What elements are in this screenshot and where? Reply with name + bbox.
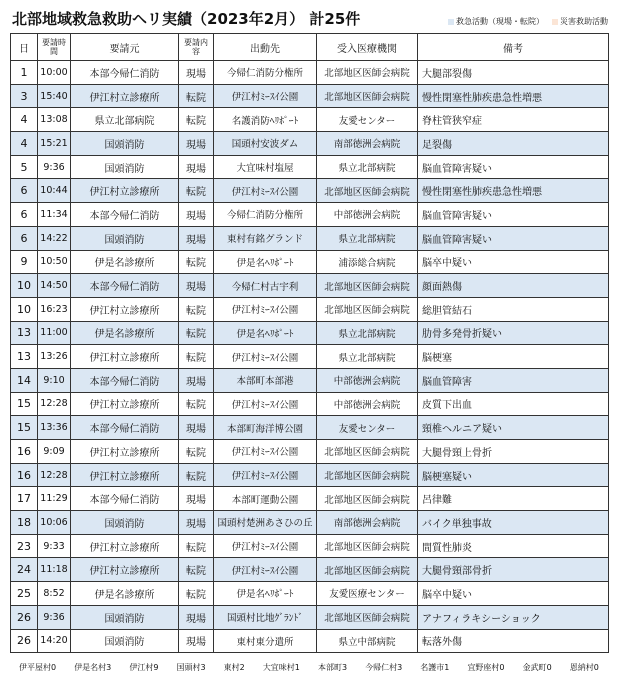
cell-requester: 伊江村立診療所 <box>71 558 179 582</box>
header-day: 日 <box>11 34 38 61</box>
table-row <box>11 558 609 582</box>
cell-hospital: 友愛センター <box>317 416 418 440</box>
cell-day: 6 <box>11 179 38 203</box>
cell-time: 11:29 <box>38 487 71 511</box>
table-row <box>11 605 609 629</box>
cell-requester: 伊是名診療所 <box>71 321 179 345</box>
cell-destination: 国頭村比地ｸﾞﾗﾝﾄﾞ <box>214 605 317 629</box>
cell-remarks: 脳卒中疑い <box>418 250 609 274</box>
cell-destination: 東村東分遣所 <box>214 629 317 653</box>
cell-destination: 伊江村ﾐｰｽｲ公園 <box>214 463 317 487</box>
cell-destination: 国頭村楚洲あさひの丘 <box>214 511 317 535</box>
cell-type: 転院 <box>179 297 214 321</box>
cell-destination: 今帰仁消防分権所 <box>214 203 317 227</box>
cell-type: 現場 <box>179 605 214 629</box>
cell-day: 25 <box>11 582 38 606</box>
table-row <box>11 61 609 85</box>
cell-day: 26 <box>11 629 38 653</box>
table-row <box>11 511 609 535</box>
cell-requester: 伊江村立診療所 <box>71 392 179 416</box>
cell-requester: 本部今帰仁消防 <box>71 203 179 227</box>
cell-time: 16:23 <box>38 297 71 321</box>
cell-time: 15:21 <box>38 132 71 156</box>
cell-requester: 伊江村立診療所 <box>71 84 179 108</box>
cell-time: 14:20 <box>38 629 71 653</box>
cell-destination: 伊江村ﾐｰｽｲ公園 <box>214 440 317 464</box>
cell-destination: 伊是名ﾍﾘﾎﾟｰﾄ <box>214 250 317 274</box>
cell-day: 24 <box>11 558 38 582</box>
header-requester: 要請元 <box>71 34 179 61</box>
records-table <box>10 33 609 653</box>
cell-destination: 伊江村ﾐｰｽｲ公園 <box>214 392 317 416</box>
cell-hospital: 北部地区医師会病院 <box>317 84 418 108</box>
cell-time: 12:28 <box>38 463 71 487</box>
cell-destination: 伊江村ﾐｰｽｲ公園 <box>214 297 317 321</box>
cell-type: 転院 <box>179 582 214 606</box>
cell-time: 9:36 <box>38 155 71 179</box>
cell-type: 現場 <box>179 61 214 85</box>
cell-destination: 国頭村安波ダム <box>214 132 317 156</box>
cell-time: 9:10 <box>38 368 71 392</box>
cell-day: 6 <box>11 226 38 250</box>
cell-type: 現場 <box>179 629 214 653</box>
cell-remarks: 総胆管結石 <box>418 297 609 321</box>
cell-remarks: 転落外傷 <box>418 629 609 653</box>
cell-type: 転院 <box>179 250 214 274</box>
cell-hospital: 中部徳洲会病院 <box>317 368 418 392</box>
title-row <box>10 6 608 30</box>
cell-remarks: 顔面熱傷 <box>418 274 609 298</box>
cell-requester: 本部今帰仁消防 <box>71 487 179 511</box>
cell-hospital: 友愛医療センター <box>317 582 418 606</box>
cell-requester: 伊江村立診療所 <box>71 345 179 369</box>
table-row <box>11 582 609 606</box>
cell-day: 14 <box>11 368 38 392</box>
cell-requester: 本部今帰仁消防 <box>71 274 179 298</box>
cell-remarks: 慢性閉塞性肺疾患急性増悪 <box>418 84 609 108</box>
cell-time: 10:06 <box>38 511 71 535</box>
cell-type: 転院 <box>179 321 214 345</box>
cell-remarks: 頸椎ヘルニア疑い <box>418 416 609 440</box>
cell-destination: 伊是名ﾍﾘﾎﾟｰﾄ <box>214 582 317 606</box>
cell-remarks: 大腿骨頸部骨折 <box>418 558 609 582</box>
municipality-counts <box>10 662 608 673</box>
cell-hospital: 中部徳洲会病院 <box>317 203 418 227</box>
cell-requester: 国頭消防 <box>71 511 179 535</box>
cell-time: 10:44 <box>38 179 71 203</box>
cell-day: 10 <box>11 297 38 321</box>
cell-remarks: 肋骨多発骨折疑い <box>418 321 609 345</box>
cell-day: 5 <box>11 155 38 179</box>
table-row <box>11 84 609 108</box>
cell-remarks: 脳血管障害疑い <box>418 203 609 227</box>
cell-time: 13:26 <box>38 345 71 369</box>
cell-remarks: 脳血管障害疑い <box>418 226 609 250</box>
cell-time: 13:08 <box>38 108 71 132</box>
cell-destination: 名護消防ﾍﾘﾎﾟｰﾄ <box>214 108 317 132</box>
table-row <box>11 297 609 321</box>
cell-destination: 東村有銘グランド <box>214 226 317 250</box>
table-row <box>11 155 609 179</box>
cell-hospital: 北部地区医師会病院 <box>317 274 418 298</box>
cell-requester: 伊江村立診療所 <box>71 534 179 558</box>
cell-destination: 本部町海洋博公園 <box>214 416 317 440</box>
table-row <box>11 321 609 345</box>
cell-requester: 国頭消防 <box>71 226 179 250</box>
cell-hospital: 北部地区医師会病院 <box>317 297 418 321</box>
legend-label-rescue: 救急活動（現場・転院） <box>456 17 544 26</box>
municipality-count: 今帰仁村3 <box>365 663 403 672</box>
municipality-count: 東村2 <box>223 663 245 672</box>
cell-remarks: 間質性肺炎 <box>418 534 609 558</box>
cell-day: 23 <box>11 534 38 558</box>
cell-requester: 国頭消防 <box>71 155 179 179</box>
cell-requester: 国頭消防 <box>71 629 179 653</box>
table-row <box>11 629 609 653</box>
cell-remarks: 大腿部裂傷 <box>418 61 609 85</box>
cell-remarks: 脳梗塞 <box>418 345 609 369</box>
cell-type: 現場 <box>179 203 214 227</box>
cell-requester: 伊江村立診療所 <box>71 297 179 321</box>
cell-remarks: アナフィラキシーショック <box>418 605 609 629</box>
cell-hospital: 友愛センター <box>317 108 418 132</box>
table-row <box>11 440 609 464</box>
table-row <box>11 203 609 227</box>
cell-requester: 伊江村立診療所 <box>71 440 179 464</box>
cell-hospital: 県立北部病院 <box>317 155 418 179</box>
cell-destination: 伊江村ﾐｰｽｲ公園 <box>214 84 317 108</box>
cell-remarks: 慢性閉塞性肺疾患急性増悪 <box>418 179 609 203</box>
cell-type: 転院 <box>179 463 214 487</box>
municipality-count: 本部町3 <box>317 663 348 672</box>
legend <box>448 16 608 27</box>
cell-day: 1 <box>11 61 38 85</box>
cell-time: 14:50 <box>38 274 71 298</box>
cell-day: 4 <box>11 132 38 156</box>
cell-hospital: 北部地区医師会病院 <box>317 179 418 203</box>
cell-destination: 本部町運動公園 <box>214 487 317 511</box>
cell-type: 転院 <box>179 179 214 203</box>
cell-day: 13 <box>11 321 38 345</box>
cell-time: 11:18 <box>38 558 71 582</box>
cell-hospital: 北部地区医師会病院 <box>317 558 418 582</box>
table-row <box>11 132 609 156</box>
table-row <box>11 487 609 511</box>
table-row <box>11 534 609 558</box>
cell-time: 11:34 <box>38 203 71 227</box>
cell-day: 13 <box>11 345 38 369</box>
table-row <box>11 345 609 369</box>
cell-time: 9:36 <box>38 605 71 629</box>
cell-destination: 伊江村ﾐｰｽｲ公園 <box>214 179 317 203</box>
cell-hospital: 南部徳洲会病院 <box>317 132 418 156</box>
cell-time: 8:52 <box>38 582 71 606</box>
cell-type: 現場 <box>179 487 214 511</box>
table-row <box>11 416 609 440</box>
table-row <box>11 463 609 487</box>
cell-requester: 伊江村立診療所 <box>71 463 179 487</box>
municipality-count: 伊江村9 <box>129 663 159 672</box>
cell-destination: 伊是名ﾍﾘﾎﾟｰﾄ <box>214 321 317 345</box>
cell-remarks: 脳梗塞疑い <box>418 463 609 487</box>
cell-time: 12:28 <box>38 392 71 416</box>
cell-requester: 県立北部病院 <box>71 108 179 132</box>
cell-hospital: 中部徳洲会病院 <box>317 392 418 416</box>
cell-time: 13:36 <box>38 416 71 440</box>
cell-day: 3 <box>11 84 38 108</box>
cell-type: 転院 <box>179 108 214 132</box>
cell-destination: 今帰仁消防分権所 <box>214 61 317 85</box>
cell-hospital: 南部徳洲会病院 <box>317 511 418 535</box>
table-row <box>11 274 609 298</box>
cell-day: 26 <box>11 605 38 629</box>
cell-requester: 本部今帰仁消防 <box>71 61 179 85</box>
cell-day: 16 <box>11 463 38 487</box>
cell-hospital: 浦添総合病院 <box>317 250 418 274</box>
cell-day: 15 <box>11 416 38 440</box>
table-row <box>11 250 609 274</box>
cell-type: 転院 <box>179 558 214 582</box>
cell-type: 転院 <box>179 84 214 108</box>
cell-requester: 伊江村立診療所 <box>71 179 179 203</box>
legend-label-disaster: 災害救助活動 <box>560 17 608 26</box>
header-row <box>11 34 609 61</box>
cell-remarks: バイク単独事故 <box>418 511 609 535</box>
header-remarks: 備考 <box>418 34 609 61</box>
cell-hospital: 北部地区医師会病院 <box>317 487 418 511</box>
cell-time: 9:33 <box>38 534 71 558</box>
table-row <box>11 368 609 392</box>
cell-destination: 本部町本部港 <box>214 368 317 392</box>
municipality-count: 大宜味村1 <box>262 663 300 672</box>
page-title: 北部地域救急救助ヘリ実績（2023年2月） 計25件 <box>12 10 361 28</box>
cell-time: 14:22 <box>38 226 71 250</box>
legend-swatch-disaster <box>552 19 558 25</box>
records-body <box>11 61 609 653</box>
cell-hospital: 北部地区医師会病院 <box>317 463 418 487</box>
cell-hospital: 県立中部病院 <box>317 629 418 653</box>
table-row <box>11 179 609 203</box>
municipality-count: 名護市1 <box>420 663 450 672</box>
cell-requester: 伊是名診療所 <box>71 582 179 606</box>
cell-day: 16 <box>11 440 38 464</box>
header-type: 要請内容 <box>179 34 214 61</box>
cell-type: 現場 <box>179 274 214 298</box>
cell-hospital: 県立北部病院 <box>317 321 418 345</box>
cell-hospital: 北部地区医師会病院 <box>317 440 418 464</box>
cell-requester: 伊是名診療所 <box>71 250 179 274</box>
cell-remarks: 脊柱管狭窄症 <box>418 108 609 132</box>
cell-type: 転院 <box>179 345 214 369</box>
cell-type: 現場 <box>179 368 214 392</box>
cell-day: 10 <box>11 274 38 298</box>
legend-item-rescue <box>448 16 544 27</box>
cell-day: 18 <box>11 511 38 535</box>
table-row <box>11 108 609 132</box>
cell-requester: 本部今帰仁消防 <box>71 368 179 392</box>
cell-remarks: 呂律難 <box>418 487 609 511</box>
cell-type: 現場 <box>179 226 214 250</box>
cell-remarks: 脳血管障害 <box>418 368 609 392</box>
cell-requester: 本部今帰仁消防 <box>71 416 179 440</box>
cell-destination: 大宜味村塩屋 <box>214 155 317 179</box>
cell-time: 15:40 <box>38 84 71 108</box>
municipality-count: 金武町0 <box>522 663 552 672</box>
cell-remarks: 皮質下出血 <box>418 392 609 416</box>
cell-remarks: 足裂傷 <box>418 132 609 156</box>
cell-type: 転院 <box>179 440 214 464</box>
cell-time: 9:09 <box>38 440 71 464</box>
cell-day: 17 <box>11 487 38 511</box>
cell-time: 10:00 <box>38 61 71 85</box>
municipality-count: 伊是名村3 <box>74 663 112 672</box>
cell-remarks: 脳卒中疑い <box>418 582 609 606</box>
cell-hospital: 県立北部病院 <box>317 345 418 369</box>
cell-time: 11:00 <box>38 321 71 345</box>
legend-swatch-rescue <box>448 19 454 25</box>
cell-type: 転院 <box>179 534 214 558</box>
cell-day: 4 <box>11 108 38 132</box>
cell-hospital: 北部地区医師会病院 <box>317 605 418 629</box>
cell-requester: 国頭消防 <box>71 132 179 156</box>
cell-destination: 伊江村ﾐｰｽｲ公園 <box>214 345 317 369</box>
cell-hospital: 北部地区医師会病院 <box>317 534 418 558</box>
header-hospital: 受入医療機関 <box>317 34 418 61</box>
cell-type: 現場 <box>179 132 214 156</box>
cell-hospital: 県立北部病院 <box>317 226 418 250</box>
cell-day: 9 <box>11 250 38 274</box>
cell-remarks: 大腿骨頸上骨折 <box>418 440 609 464</box>
table-row <box>11 392 609 416</box>
cell-type: 現場 <box>179 155 214 179</box>
municipality-count: 伊平屋村0 <box>19 663 57 672</box>
municipality-count: 恩納村0 <box>569 663 599 672</box>
cell-hospital: 北部地区医師会病院 <box>317 61 418 85</box>
cell-destination: 今帰仁村古宇利 <box>214 274 317 298</box>
cell-type: 転院 <box>179 392 214 416</box>
header-destination: 出動先 <box>214 34 317 61</box>
legend-item-disaster <box>552 16 608 27</box>
cell-time: 10:50 <box>38 250 71 274</box>
cell-destination: 伊江村ﾐｰｽｲ公園 <box>214 534 317 558</box>
cell-day: 6 <box>11 203 38 227</box>
cell-destination: 伊江村ﾐｰｽｲ公園 <box>214 558 317 582</box>
header-time: 要請時間 <box>38 34 71 61</box>
cell-type: 現場 <box>179 511 214 535</box>
municipality-count: 宜野座村0 <box>467 663 505 672</box>
cell-requester: 国頭消防 <box>71 605 179 629</box>
cell-day: 15 <box>11 392 38 416</box>
municipality-count: 国頭村3 <box>176 663 206 672</box>
table-row <box>11 226 609 250</box>
cell-remarks: 脳血管障害疑い <box>418 155 609 179</box>
cell-type: 現場 <box>179 416 214 440</box>
